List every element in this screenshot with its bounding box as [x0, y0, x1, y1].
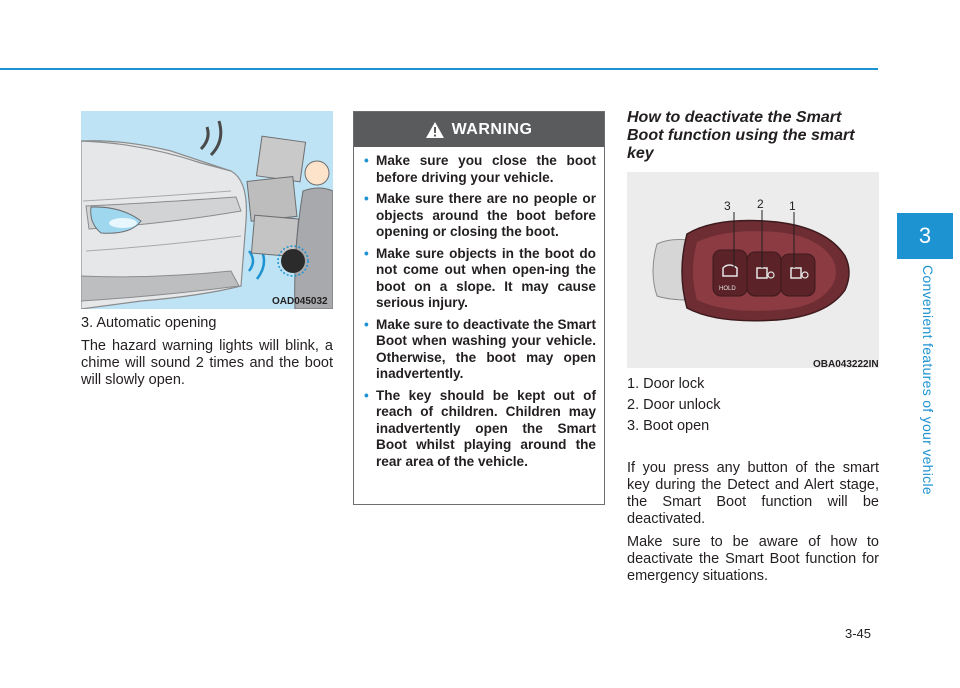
warning-item: • The key should be kept out of reach of children. Children may inadvertently open the Smart Boot whilst playing around the rear area of the vehicle.: [364, 387, 596, 469]
bullet-icon: •: [364, 387, 369, 403]
hold-label: HOLD: [719, 286, 736, 292]
callout-2: 2: [757, 197, 764, 211]
bullet-icon: •: [364, 153, 369, 168]
warning-item: • Make sure there are no people or objects around the boot before opening or closing the boot.: [364, 191, 596, 239]
button-list: [627, 376, 879, 439]
step-heading: 3. Automatic opening: [81, 315, 217, 331]
list-item: 2. Door unlock: [627, 397, 721, 413]
automatic-opening-text: [81, 315, 333, 395]
figure-code: OAD045032: [272, 296, 328, 307]
chapter-tab: [897, 213, 953, 259]
warning-triangle-icon: [426, 122, 444, 138]
warning-title: WARNING: [451, 120, 533, 138]
list-item: 1. Door lock: [627, 376, 705, 392]
warning-header: [354, 112, 604, 147]
figure-code-2: OBA043222IN: [813, 359, 879, 370]
chapter-number: 3: [918, 223, 932, 248]
car-boot-illustration: [81, 111, 333, 309]
bullet-icon: •: [364, 245, 369, 261]
smart-key-diagram: [627, 172, 879, 368]
page-number: 3-45: [845, 626, 872, 641]
warning-list: [354, 147, 604, 470]
bullet-icon: •: [364, 191, 369, 206]
list-item: 3. Boot open: [627, 418, 710, 434]
paragraph: Make sure to be aware of how to deactivate the Smart Boot function for emergency situations.: [627, 534, 879, 584]
warning-item: • Make sure you close the boot before driving your vehicle.: [364, 153, 596, 185]
automatic-opening-illustration: [81, 111, 333, 309]
callout-3: 3: [724, 199, 731, 213]
smart-key-illustration: [627, 172, 879, 368]
warning-item: • Make sure to deactivate the Smart Boot when washing your vehicle. Otherwise, the boot may open inadvertently.: [364, 316, 596, 381]
header-rule: [0, 68, 878, 70]
step-paragraph: The hazard warning lights will blink, a chime will sound 2 times and the boot will slowly open.: [81, 338, 333, 388]
callout-1: 1: [789, 199, 796, 213]
section-title: How to deactivate the Smart Boot function using the smart key: [627, 109, 855, 162]
warning-box: [353, 111, 605, 505]
bullet-icon: •: [364, 316, 369, 332]
paragraph: If you press any button of the smart key during the Detect and Alert stage, the Smart Boot function will be deactivated.: [627, 460, 879, 527]
warning-item: • Make sure objects in the boot do not come out when open-ing the boot on a slope. It may cause serious injury.: [364, 245, 596, 310]
chapter-title: Convenient features of your vehicle: [920, 265, 936, 495]
deactivate-text: [627, 460, 879, 591]
